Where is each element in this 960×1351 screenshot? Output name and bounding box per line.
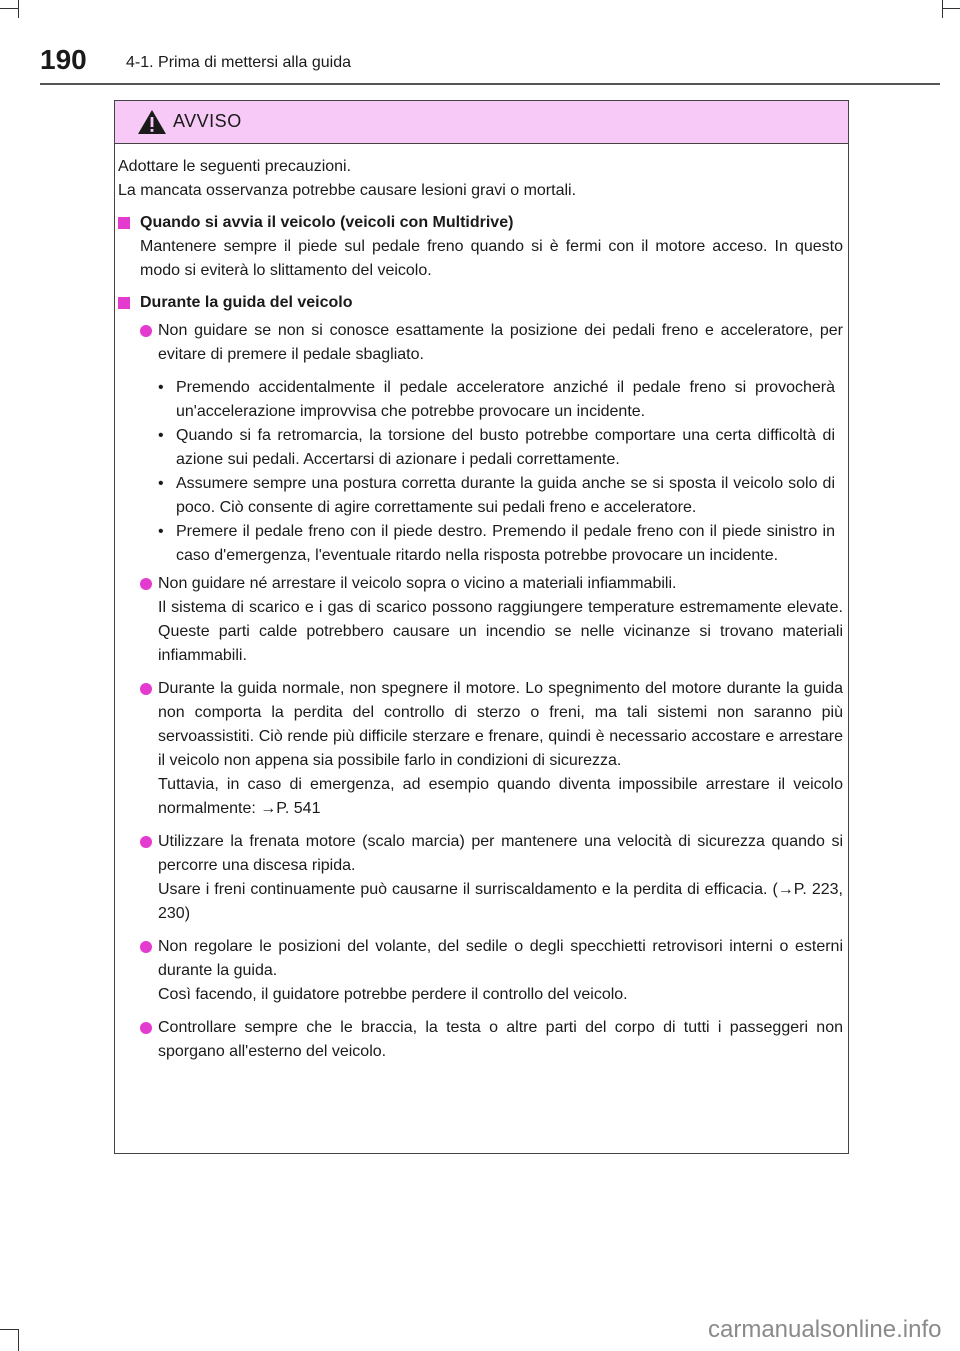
list-item (118, 572, 843, 668)
crop-mark (942, 0, 943, 18)
list-item (118, 935, 843, 1007)
section-text: Mantenere sempre il piede sul pedale freno quando si è fermi con il motore acceso. In questo modo si eviterà lo slittamento del veicolo. (140, 238, 843, 279)
sub-list-item: • Assumere sempre una postura corretta durante la guida anche se si sposta il veicolo solo di poco. Ciò consente di agire correttamente sui pedali freno e acceleratore. (158, 475, 835, 516)
list-item (118, 319, 843, 367)
watermark: carmanualsonline.info (708, 1316, 942, 1343)
bullet-extra: Usare i freni continuamente può causarne il surriscaldamento e la perdita di efficacia. (→P. 223, 230) (158, 881, 843, 922)
warning-intro (118, 155, 843, 203)
bullet-text: Durante la guida normale, non spegnere il motore. Lo spegnimento del motore durante la guida non comporta la perdita del controllo di sterzo o freni, ma tali sistemi non saranno più servoassistiti. Ciò rende più difficile sterzare e frenare, quindi è necessario accostare e arrestare il veicolo non appena sia possibile farlo in condizioni di sicurezza. (158, 680, 843, 769)
section-heading: Durante la guida del veicolo (118, 291, 843, 315)
intro-line: La mancata osservanza potrebbe causare lesioni gravi o mortali. (118, 182, 577, 199)
square-bullet-icon (118, 297, 130, 309)
crop-mark (18, 1329, 19, 1351)
bullet-extra: Così facendo, il guidatore potrebbe perdere il controllo del veicolo. (158, 986, 628, 1003)
sub-list-item: • Quando si fa retromarcia, la torsione del busto potrebbe comportare una certa difficoltà di azione sui pedali. Accertarsi di azionare i pedali correttamente. (158, 427, 835, 468)
sub-list (118, 376, 843, 568)
page-number: 190 (40, 44, 87, 75)
bullet-text: Controllare sempre che le braccia, la testa o altre parti del corpo di tutti i passeggeri non sporgano all'esterno del veicolo. (158, 1019, 843, 1060)
warning-header (115, 101, 848, 144)
bullet-text: Non guidare né arrestare il veicolo sopra o vicino a materiali infiammabili. (158, 575, 677, 592)
round-bullet-icon (140, 578, 152, 590)
crop-mark (18, 0, 19, 18)
crop-mark (0, 1329, 18, 1330)
round-bullet-icon (140, 683, 152, 695)
bullet-text: Utilizzare la frenata motore (scalo marcia) per mantenere una velocità di sicurezza quando si percorre una discesa ripida. (158, 833, 843, 874)
header-rule (40, 83, 940, 85)
list-item (118, 1016, 843, 1064)
warning-title: AVVISO (173, 111, 242, 131)
crop-mark (942, 8, 960, 9)
warning-body (118, 155, 843, 1073)
section-title: 4-1. Prima di mettersi alla guida (126, 54, 351, 71)
section-heading: Quando si avvia il veicolo (veicoli con Multidrive) (118, 211, 843, 235)
warning-triangle-icon (137, 109, 167, 135)
list-item (118, 830, 843, 926)
round-bullet-icon (140, 836, 152, 848)
crop-mark (0, 8, 18, 9)
round-bullet-icon (140, 325, 152, 337)
bullet-text: Non guidare se non si conosce esattamente la posizione dei pedali freno e acceleratore, per evitare di premere il pedale sbagliato. (158, 322, 843, 363)
sub-list-item: • Premendo accidentalmente il pedale acceleratore anziché il pedale freno si provocherà un'accelerazione improvvisa che potrebbe provocare un incidente. (158, 379, 835, 420)
intro-line: Adottare le seguenti precauzioni. (118, 158, 352, 175)
square-bullet-icon (118, 217, 130, 229)
bullet-extra: Il sistema di scarico e i gas di scarico possono raggiungere temperature estremamente elevate. Queste parti calde potrebbero causare un incendio se nelle vicinanze si trovano materiali infiammabili. (158, 599, 843, 664)
round-bullet-icon (140, 941, 152, 953)
bullet-text: Non regolare le posizioni del volante, del sedile o degli specchietti retrovisori interni o esterni durante la guida. (158, 938, 843, 979)
round-bullet-icon (140, 1022, 152, 1034)
sub-list-item: • Premere il pedale freno con il piede destro. Premendo il pedale freno con il piede sinistro in caso d'emergenza, l'eventuale ritardo nella risposta potrebbe provocare un incidente. (158, 523, 835, 564)
page-header (40, 40, 940, 84)
bullet-extra: Tuttavia, in caso di emergenza, ad esempio quando diventa impossibile arrestare il veicolo normalmente: →P. 541 (158, 776, 843, 817)
list-item (118, 677, 843, 821)
